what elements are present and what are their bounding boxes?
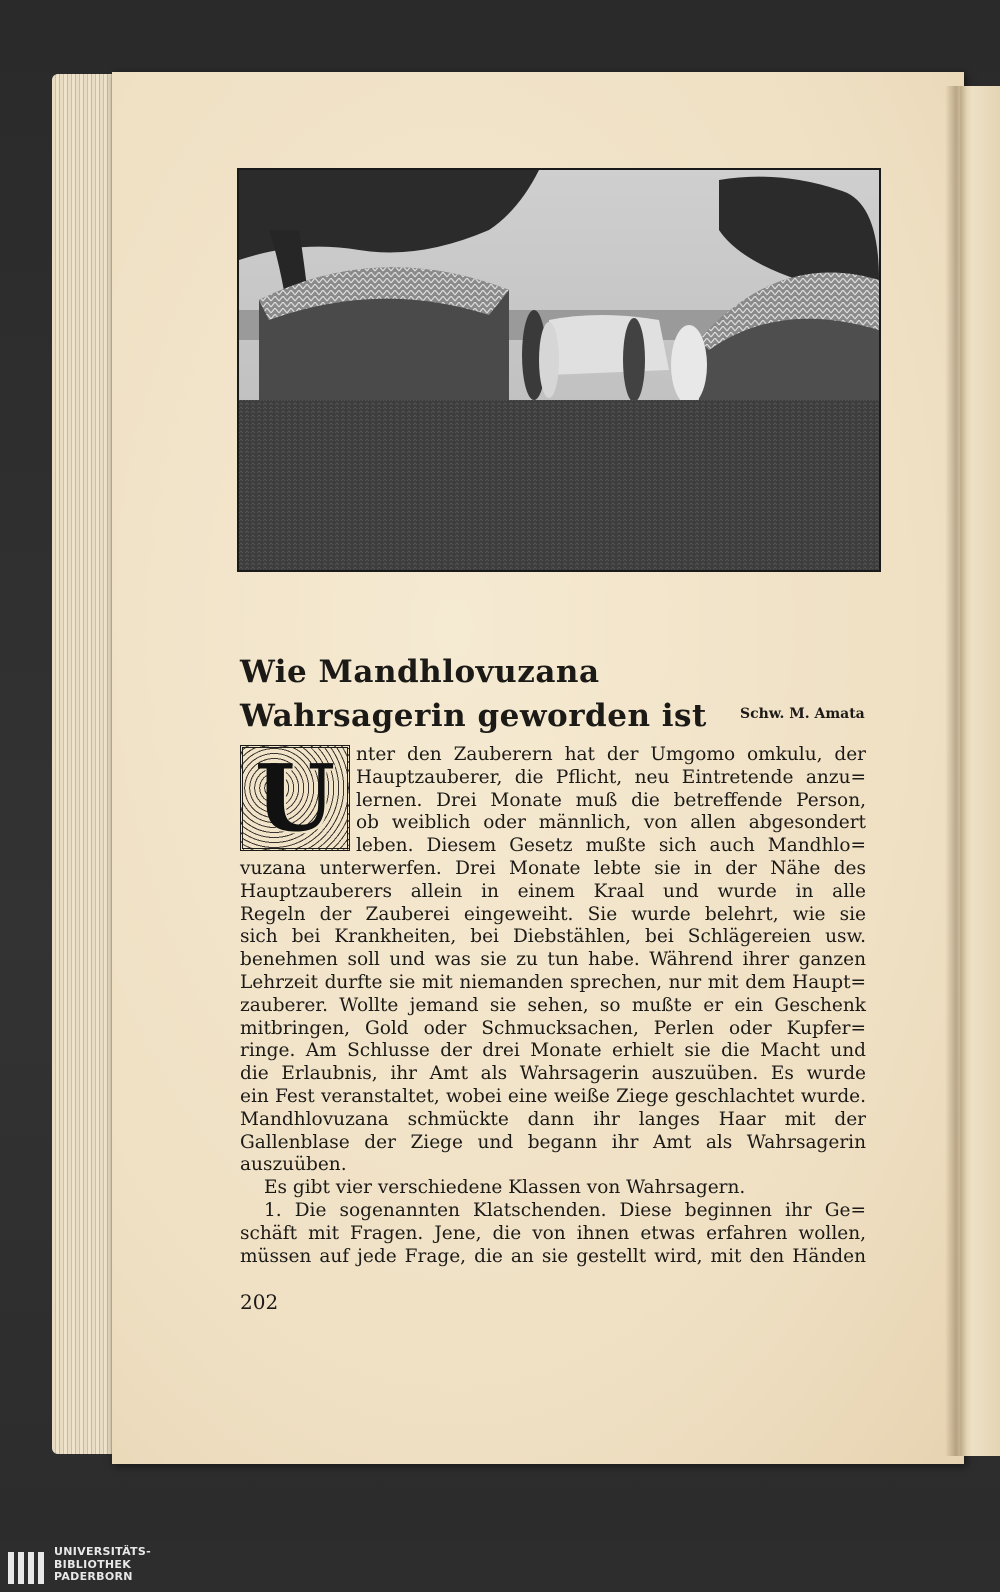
page-number: 202 xyxy=(240,1290,279,1314)
text-line: Hauptzauberer, die Pflicht, neu Eintretende anzu= xyxy=(356,766,866,788)
paragraph-body xyxy=(240,858,866,1268)
text-line: auszuüben. xyxy=(240,1154,347,1176)
text-line: ein Fest veranstaltet, wobei eine weiße Ziege geschlachtet wurde. xyxy=(240,1085,866,1107)
text-line: Mandhlovuzana schmückte dann ihr langes Haar mit der xyxy=(240,1108,866,1130)
photo-image xyxy=(239,170,879,570)
text-line: schäft mit Fragen. Jene, die von ihnen etwas erfahren wollen, xyxy=(240,1222,866,1244)
title-line-2: Wahrsagerin geworden ist xyxy=(240,698,707,734)
text-line: mitbringen, Gold oder Schmucksachen, Perlen oder Kupfer= xyxy=(240,1017,866,1039)
title-line-1: Wie Mandhlovuzana xyxy=(240,654,600,690)
text-line: ringe. Am Schlusse der drei Monate erhielt sie die Macht und xyxy=(240,1040,866,1062)
text-line: Gallenblase der Ziege und begann ihr Amt als Wahrsagerin xyxy=(240,1131,866,1153)
text-line: müssen auf jede Frage, die an sie gestellt wird, mit den Händen xyxy=(240,1245,866,1267)
text-line: die Erlaubnis, ihr Amt als Wahrsagerin auszuüben. Es wurde xyxy=(240,1063,866,1085)
text-line: leben. Diesem Gesetz mußte sich auch Mandhlo= xyxy=(356,835,866,857)
text-line: ob weiblich oder männlich, von allen abgesondert xyxy=(356,812,866,834)
logo-line: PADERBORN xyxy=(54,1570,133,1583)
book-gutter xyxy=(945,86,967,1456)
logo-line: UNIVERSITÄTS- xyxy=(54,1545,151,1558)
text-line: benehmen soll und was sie zu tun habe. Während ihrer ganzen xyxy=(240,949,866,971)
article-title xyxy=(240,650,707,738)
initial-letter: U xyxy=(254,744,336,852)
text-line: Regeln der Zauberei eingeweiht. Sie wurde belehrt, wie sie xyxy=(240,903,866,925)
village-photograph xyxy=(237,168,881,572)
text-line: zauberer. Wollte jemand sie sehen, so mußte er ein Geschenk xyxy=(240,994,866,1016)
text-line: Lehrzeit durfte sie mit niemanden sprechen, nur mit dem Haupt= xyxy=(240,971,866,993)
logo-line: BIBLIOTHEK xyxy=(54,1557,132,1571)
text-line: lernen. Drei Monate muß die betreffende Person, xyxy=(356,789,866,811)
text-line: nter den Zauberern hat der Umgomo omkulu, der xyxy=(356,744,866,765)
author-byline: Schw. M. Amata xyxy=(740,706,865,722)
text-line: 1. Die sogenannten Klatschenden. Diese beginnen ihr Ge= xyxy=(264,1199,866,1221)
library-logo-text xyxy=(54,1546,151,1584)
paragraph-2: Es gibt vier verschiedene Klassen von Wahrsagern. xyxy=(264,1177,746,1199)
text-line: vuzana unterwerfen. Drei Monate lebte sie in der Nähe des xyxy=(240,858,866,879)
library-logo-icon xyxy=(6,1548,46,1588)
decorative-initial xyxy=(240,745,350,851)
text-line: Hauptzauberers allein in einem Kraal und wurde in alle xyxy=(240,880,866,902)
paragraph-1-indented xyxy=(356,744,866,858)
text-line: sich bei Krankheiten, bei Diebstählen, bei Schlägereien usw. xyxy=(240,926,866,948)
